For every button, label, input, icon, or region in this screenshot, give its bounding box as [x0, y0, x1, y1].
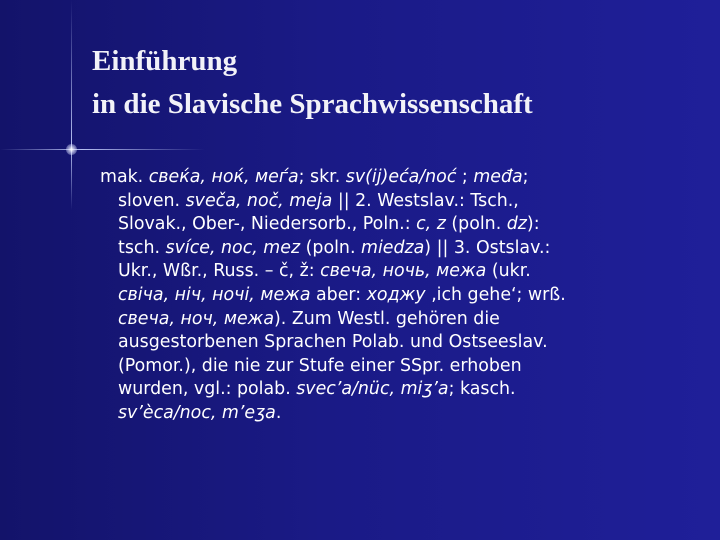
body-text-segment: wurden, vgl.: polab. [118, 379, 297, 400]
decorative-horizontal-line [0, 149, 205, 150]
body-text-segment: (poln. [445, 214, 507, 235]
body-text-segment: aber: [310, 284, 367, 305]
body-example-word: свеча, ноч, межа [118, 308, 274, 329]
body-line [100, 166, 680, 190]
decorative-vertical-line [71, 0, 72, 210]
body-example-word: svíce, noc, mez [165, 237, 301, 258]
body-example-word: свіча, ніч, ночі, межа [118, 284, 311, 305]
body-line [100, 331, 680, 355]
body-text-segment: ; skr. [298, 167, 346, 187]
body-text-segment: tsch. [118, 237, 166, 258]
body-example-word: ходжу [366, 284, 426, 305]
body-line [100, 284, 680, 308]
body-text-segment: ; [456, 167, 474, 187]
body-text-segment: Ukr., Wßr., Russ. – č, ž: [118, 261, 321, 282]
body-line [100, 237, 680, 261]
body-example-word: sv(ij)eća/noć [345, 167, 457, 187]
body-line [100, 378, 680, 402]
body-text-segment: (Pomor.), die nie zur Stufe einer SSpr. erhoben [118, 355, 522, 376]
body-text-segment: ) || 3. Ostslav.: [424, 237, 551, 258]
body-text-segment: ausgestorbenen Sprachen Polab. und Ostseeslav. [118, 332, 548, 353]
body-example-word: miedza [361, 237, 425, 258]
body-example-word: свеќа, ноќ, меѓа [148, 167, 299, 187]
decorative-star-glow [66, 144, 77, 155]
slide-title [92, 40, 533, 126]
body-example-word: sveča, noč, meja [185, 190, 333, 211]
body-line [100, 308, 680, 332]
body-line [100, 213, 680, 237]
body-line [100, 190, 680, 214]
body-text-segment: ; kasch. [448, 379, 516, 400]
body-text-segment: mak. [100, 167, 149, 187]
body-example-word: dz [506, 214, 527, 235]
body-line [100, 260, 680, 284]
body-example-word: međa [473, 167, 523, 187]
body-example-word: свеча, ночь, межа [320, 261, 487, 282]
slide-body-text [100, 166, 680, 426]
body-text-segment: (poln. [300, 237, 361, 258]
body-example-word: c, z [416, 214, 446, 235]
body-text-segment: ). Zum Westl. gehören die [273, 308, 500, 329]
slide-title-line-1: Einführung [92, 45, 238, 77]
slide-title-line-2: in die Slavische Sprachwissenschaft [92, 88, 533, 120]
body-text-segment: Slovak., Ober-, Niedersorb., Poln.: [118, 214, 417, 235]
body-line [100, 402, 680, 426]
body-text-segment: ; [522, 167, 529, 187]
body-line [100, 355, 680, 379]
body-text-segment: ): [526, 214, 540, 235]
body-text-segment: ‚ich gehe‘; wrß. [425, 284, 566, 305]
body-example-word: sv’èca/noc, m’eʒa [118, 402, 276, 423]
body-text-segment: (ukr. [486, 261, 531, 282]
body-example-word: svec’a/nüc, miʒ’a [296, 379, 449, 400]
body-text-segment: . [275, 402, 282, 423]
body-text-segment: || 2. Westslav.: Tsch., [332, 190, 519, 211]
body-text-segment: sloven. [118, 190, 186, 211]
